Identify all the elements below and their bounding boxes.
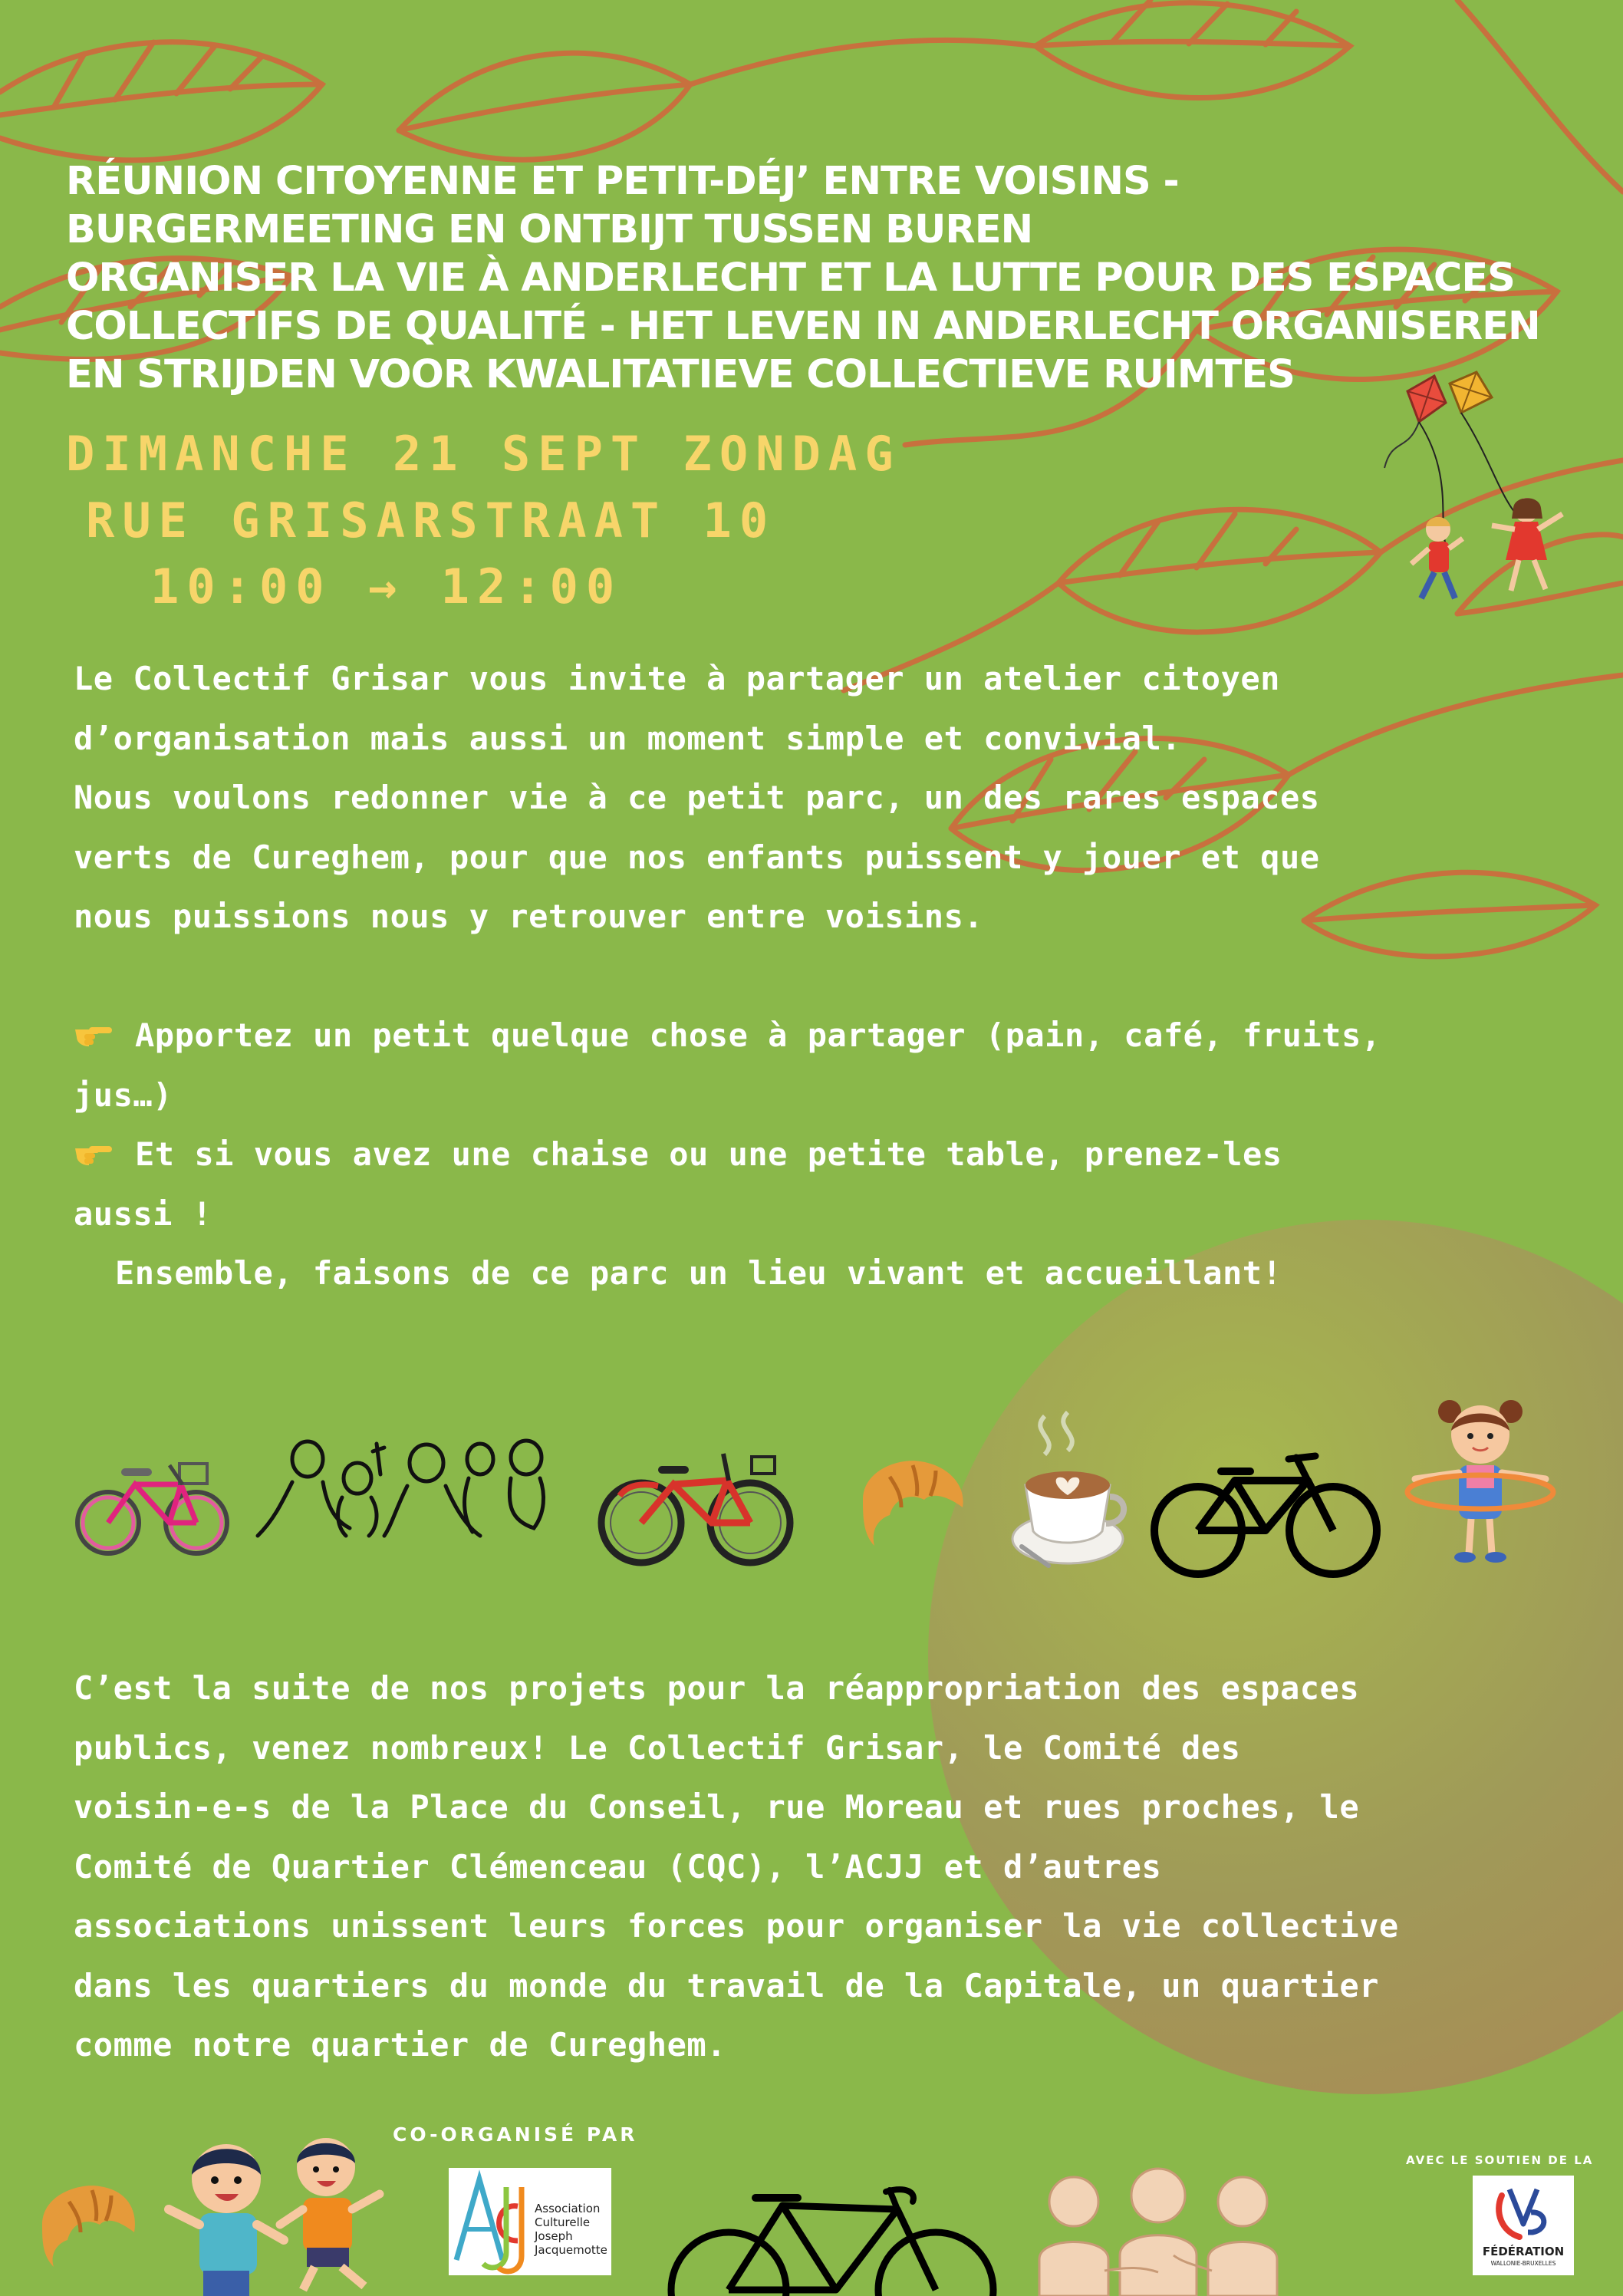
- outro-text: [74, 1659, 1577, 2075]
- outro-line: associations unissent leurs forces pour organiser la vie collective: [74, 1907, 1399, 1945]
- title-line: ORGANISER LA VIE À ANDERLECHT ET LA LUTTE POUR DES ESPACES: [66, 255, 1515, 301]
- outro-line: C’est la suite de nos projets pour la réappropriation des espaces: [74, 1669, 1360, 1707]
- hula-hoop-girl-icon: [1404, 1396, 1557, 1580]
- title-line: RÉUNION CITOYENNE ET PETIT-DÉJ’ ENTRE VOISINS -: [66, 159, 1179, 204]
- bring-item-1: [74, 1006, 1577, 1066]
- main-title: [66, 157, 1569, 399]
- bring-item-1-text: Apportez un petit quelque chose à partager (pain, café, fruits,: [135, 1016, 1381, 1054]
- support-label: AVEC LE SOUTIEN DE LA: [1406, 2153, 1594, 2167]
- acjj-logo-text: [535, 2202, 607, 2257]
- fwb-mark-icon: [1493, 2182, 1554, 2243]
- title-line: BURGERMEETING EN ONTBIJT TUSSEN BUREN: [66, 207, 1033, 252]
- acjj-logo-line: Association: [535, 2202, 601, 2215]
- title-line: COLLECTIFS DE QUALITÉ - HET LEVEN IN ANDERLECHT ORGANISEREN: [66, 304, 1540, 349]
- intro-line: Le Collectif Grisar vous invite à partager un atelier citoyen: [74, 660, 1280, 697]
- acjj-logo-line: Joseph: [535, 2229, 573, 2243]
- outro-line: voisin-e-s de la Place du Conseil, rue Moreau et rues proches, le: [74, 1788, 1360, 1826]
- people-sketch-icon: [250, 1436, 557, 1543]
- acjj-logo-line: Culturelle: [535, 2215, 591, 2229]
- intro-line: d’organisation mais aussi un moment simple et convivial.: [74, 719, 1182, 757]
- bring-item-2-cont: aussi !: [74, 1194, 212, 1233]
- pointing-hand-icon: [74, 1019, 114, 1049]
- croissant-icon: [35, 2179, 142, 2271]
- event-time: 10:00 → 12:00: [150, 558, 623, 614]
- body-text: [74, 649, 1577, 1303]
- pointing-hand-icon: [74, 1138, 114, 1168]
- fwb-logo: [1473, 2176, 1574, 2275]
- outro-line: publics, venez nombreux! Le Collectif Grisar, le Comité des: [74, 1728, 1241, 1767]
- people-group-icon: [1028, 2163, 1289, 2296]
- outro-line: comme notre quartier de Cureghem.: [74, 2026, 726, 2064]
- black-bicycle-icon: [1151, 1442, 1381, 1580]
- bring-item-2-text: Et si vous avez une chaise ou une petite table, prenez-les: [135, 1135, 1282, 1173]
- title-line: EN STRIJDEN VOOR KWALITATIEVE COLLECTIEVE RUIMTES: [66, 352, 1295, 397]
- intro-line: Nous voulons redonner vie à ce petit parc, un des rares espaces: [74, 779, 1320, 816]
- event-address: RUE GRISARSTRAAT 10: [86, 492, 776, 548]
- fwb-logo-name: FÉDÉRATION: [1482, 2245, 1565, 2258]
- closing-line: Ensemble, faisons de ce parc un lieu vivant et accueillant!: [115, 1254, 1282, 1292]
- coffee-cup-icon: [1006, 1408, 1129, 1577]
- red-bicycle-icon: [597, 1438, 796, 1569]
- running-kids-icon: [157, 2133, 395, 2296]
- outro-line: dans les quartiers du monde du travail de la Capitale, un quartier: [74, 1966, 1379, 2004]
- black-bicycle-icon: [667, 2182, 997, 2296]
- croissant-icon: [855, 1454, 970, 1553]
- intro-line: verts de Cureghem, pour que nos enfants puissent y jouer et que: [74, 838, 1320, 876]
- outro-line: Comité de Quartier Clémenceau (CQC), l’ACJJ et d’autres: [74, 1847, 1162, 1886]
- kites-children-icon: [1361, 368, 1584, 629]
- intro-line: nous puissions nous y retrouver entre voisins.: [74, 898, 984, 935]
- fwb-logo-sub: WALLONIE-BRUXELLES: [1490, 2260, 1556, 2267]
- coorganised-label: CO-ORGANISÉ PAR: [393, 2123, 638, 2146]
- acjj-logo-line: Jacquemotte: [535, 2243, 607, 2257]
- bring-item-1-cont: jus…): [74, 1076, 173, 1114]
- bring-item-2: [74, 1125, 1577, 1184]
- acjj-logo: [449, 2168, 611, 2275]
- pink-bicycle-icon: [74, 1450, 235, 1557]
- event-date: DIMANCHE 21 SEPT ZONDAG: [66, 426, 901, 482]
